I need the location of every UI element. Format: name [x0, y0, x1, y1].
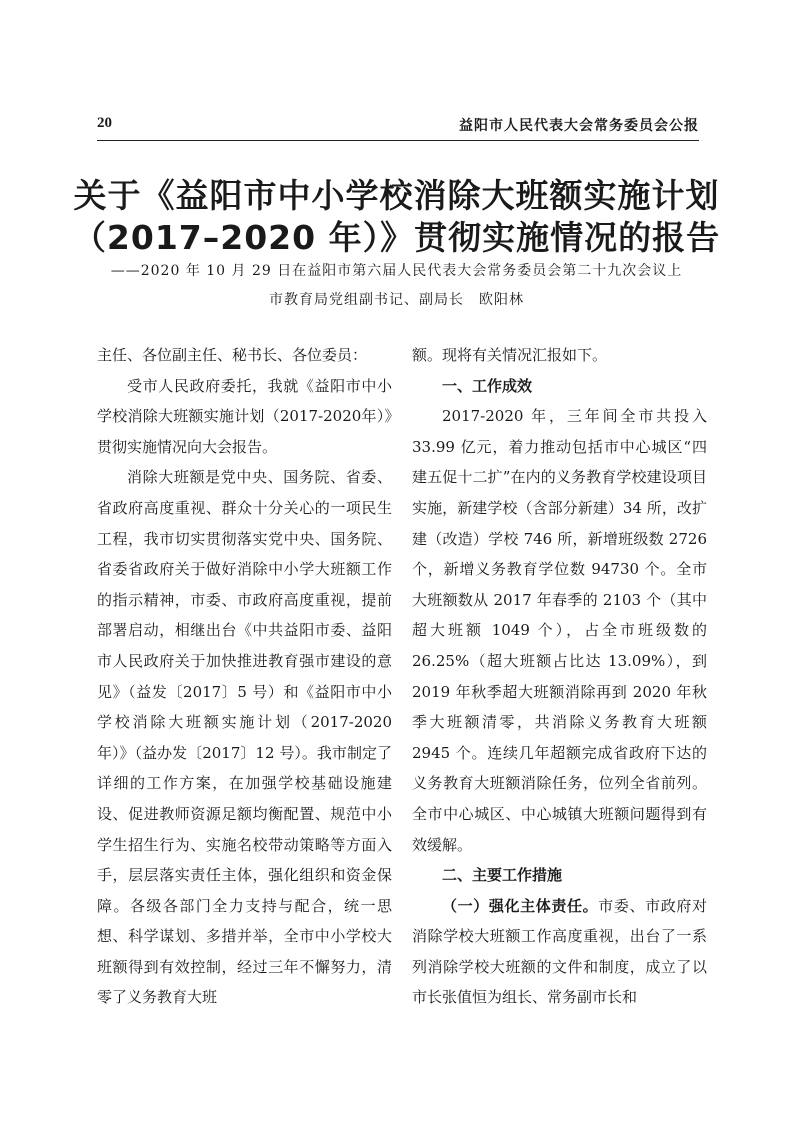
paragraph-background-continued: 额。现将有关情况汇报如下。: [412, 346, 608, 364]
page-number: 20: [97, 115, 112, 131]
journal-title: 益阳市人民代表大会常务委员会公报: [459, 118, 699, 134]
paragraph-measures: [412, 891, 707, 1013]
header-rule: [97, 140, 699, 141]
subtitle-author: 市教育局党组副书记、副局长 欧阳林: [269, 292, 524, 308]
page-header: [97, 115, 699, 139]
paragraph-background: 消除大班额是党中央、国务院、省委、省政府高度重视、群众十分关心的一项民生工程，我市切实贯彻落实党中央、国务院、省委省政府关于做好消除中小学大班额工作的指示精神，市委、市政府高度重视，提前部署启动，相继出台《中共益阳市委、益阳市人民政府关于加快推进教育强市建设的意见》（益发〔2017〕5 号）和《益阳市中小学校消除大班额实施计划（2017-2020 年）》（益办发〔2017〕12 号）。我市制定了详细的工作方案，在加强学校基础设施建设、促进教师资源足额均衡配置、规范中小学生招生行为、实施名校带动策略等方面入手，层层落实责任主体，强化组织和资金保障。各级各部门全力支持与配合，统一思想、科学谋划、多措并举，全市中小学校大班额得到有效控制，经过三年不懈努力，清零了义务教育大班: [97, 468, 392, 1007]
paragraph-results: 2017-2020 年，三年间全市共投入 33.99 亿元，着力推动包括市中心城区“四建五促十二扩”在内的义务教育学校建设项目实施，新建学校（含部分新建）34 所，改扩建（改造）学校 746 所，新增班级数 2726 个，新增义务教育学位数 94730 个。全市大班额数从 2017 年春季的 2103 个（其中超大班额 1049 个），占全市班级数的 26.25%（超大班额占比达 13.09%），到 2019 年秋季超大班额消除再到 2020 年秋季大班额清零，共消除义务教育大班额 2945 个。连续几年超额完成省政府下达的义务教育大班额消除任务，位列全省前列。全市中心城区、中心城镇大班额问题得到有效缓解。: [412, 407, 707, 854]
report-title-line2: （2017–2020 年）》贯彻实施情况的报告: [72, 218, 721, 257]
right-column: [412, 340, 707, 1013]
paragraph-intro: 受市人民政府委托，我就《益阳市中小学校消除大班额实施计划（2017-2020年）》贯彻实施情况向大会报告。: [97, 376, 392, 456]
left-column: [97, 340, 392, 1013]
section-heading-results: 一、工作成效: [442, 376, 533, 395]
measure-lead: （一）强化主体责任。: [442, 896, 599, 915]
subtitle-line1: ——2020 年 10 月 29 日在益阳市第六届人民代表大会常务委员会第二十九次会议上: [110, 263, 683, 279]
section-heading-measures: 二、主要工作措施: [442, 866, 563, 885]
measure-text: 市委、市政府对消除学校大班额工作高度重视，出台了一系列消除学校大班额的文件和制度，成立了以市长张值恒为组长、常务副市长和: [412, 896, 707, 1007]
salutation: 主任、各位副主任、秘书长、各位委员：: [97, 346, 368, 364]
report-title-line1: 关于《益阳市中小学校消除大班额实施计划: [73, 176, 720, 215]
